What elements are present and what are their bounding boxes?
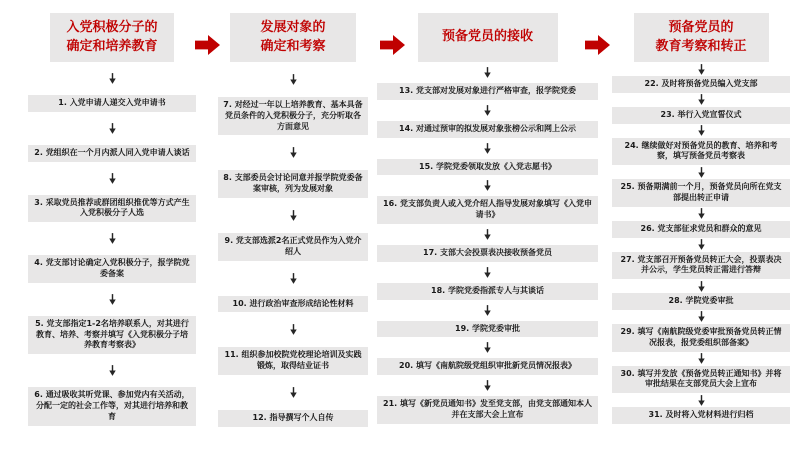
arrow-down-icon [483,67,492,78]
flow-step: 14. 对通过预审的拟发展对象张榜公示和网上公示 [377,121,598,138]
arrow-down-icon [108,233,117,244]
flow-step: 13. 党支部对发展对象进行严格审查，报学院党委 [377,83,598,100]
arrow-down-icon [289,324,298,335]
arrow-down-icon [108,73,117,84]
flow-step: 21. 填写《新党员通知书》发至党支部，由党支部通知本人并在支部大会上宣布 [377,396,598,424]
flow-step: 12. 指导撰写个人自传 [218,410,368,427]
arrow-down-icon [108,123,117,134]
arrow-down-icon [108,365,117,376]
arrow-down-icon [289,147,298,158]
arrow-down-icon [697,64,706,75]
stage-header-line: 确定和考察 [260,38,326,54]
flow-step: 22. 及时将预备党员编入党支部 [612,76,790,93]
arrow-down-icon [108,294,117,305]
arrow-down-icon [697,94,706,105]
stage-header-1 [50,13,174,62]
arrow-down-icon [289,210,298,221]
flow-step: 17. 支部大会投票表决接收预备党员 [377,245,598,262]
flow-step: 18. 学院党委指派专人与其谈话 [377,283,598,300]
arrow-down-icon [483,229,492,240]
stage-header-4 [634,13,769,62]
arrow-down-icon [289,273,298,284]
arrow-down-icon [697,239,706,250]
flow-step: 15. 学院党委领取发放《入党志愿书》 [377,159,598,176]
flow-step: 25. 预备期满前一个月，预备党员向所在党支部提出转正申请 [612,179,790,207]
flow-step: 24. 继续做好对预备党员的教育、培养和考察，填写预备党员考察表 [612,138,790,166]
arrow-down-icon [697,311,706,322]
arrow-down-icon [483,380,492,391]
arrow-down-icon [697,208,706,219]
flow-step: 30. 填写并发放《预备党员转正通知书》并将审批结果在支部党员大会上宣布 [612,366,790,394]
flow-step: 11. 组织参加校院党校理论培训及实践锻炼，取得结业证书 [218,347,368,375]
stage-header-line: 入党积极分子的 [66,19,158,35]
arrow-down-icon [289,387,298,398]
arrow-down-icon [483,267,492,278]
flow-step: 27. 党支部召开预备党员转正大会，投票表决并公示，学生党员转正需进行答辩 [612,252,790,280]
flow-step: 5. 党支部指定1-2名培养联系人，对其进行教育、培养、考察并填写《入党积极分子培养教育考察表》 [28,316,196,354]
arrow-down-icon [483,342,492,353]
flow-step: 10. 进行政治审查形成结论性材料 [218,296,368,313]
arrow-right-icon [195,35,220,55]
arrow-down-icon [697,125,706,136]
stage-header-line: 确定和培养教育 [66,38,158,54]
stage-header-2 [230,13,356,62]
stage-header-line: 教育考察和转正 [655,38,747,54]
flow-step: 26. 党支部征求党员和群众的意见 [612,221,790,238]
stage-column-1 [28,13,196,426]
arrow-down-icon [108,173,117,184]
arrow-down-icon [483,143,492,154]
arrow-down-icon [483,305,492,316]
flow-step: 23. 举行入党宣誓仪式 [612,107,790,124]
flow-step: 16. 党支部负责人或入党介绍人指导发展对象填写《入党申请书》 [377,196,598,224]
arrow-down-icon [697,281,706,292]
arrow-down-icon [697,353,706,364]
stage-column-2 [218,13,368,427]
stage-header-line: 发展对象的 [260,19,326,35]
flow-step: 4. 党支部讨论确定入党积极分子，报学院党委备案 [28,255,196,283]
flow-step: 1. 入党申请人递交入党申请书 [28,95,196,112]
flow-step: 8. 支部委员会讨论同意并报学院党委备案审核，列为发展对象 [218,170,368,198]
arrow-down-icon [697,395,706,406]
flow-step: 6. 通过吸收其听党课、参加党内有关活动，分配一定的社会工作等，对其进行培养和教育 [28,387,196,425]
flow-step: 28. 学院党委审批 [612,293,790,310]
flow-step: 29. 填写《南航院级党委审批预备党员转正情况报表，报党委组织部备案》 [612,324,790,352]
flow-step: 9. 党支部选派2名正式党员作为入党介绍人 [218,233,368,261]
arrow-down-icon [483,105,492,116]
stage-column-4 [612,13,790,424]
arrow-down-icon [697,167,706,178]
flow-step: 7. 对经过一年以上培养教育、基本具备党员条件的入党积极分子，充分听取各方面意见 [218,97,368,135]
flow-step: 19. 学院党委审批 [377,321,598,338]
flow-step: 31. 及时将入党材料进行归档 [612,407,790,424]
arrow-down-icon [483,180,492,191]
flow-step: 20. 填写《南航院级党组织审批新党员情况报表》 [377,358,598,375]
stage-header-line: 预备党员的接收 [441,29,533,45]
flow-step: 2. 党组织在一个月内派人同入党申请人谈话 [28,145,196,162]
stage-column-3 [377,13,598,424]
stage-header-3 [418,13,558,62]
arrow-down-icon [289,74,298,85]
stage-header-line: 预备党员的 [668,19,734,35]
flow-step: 3. 采取党员推荐或群团组织推优等方式产生入党积极分子人选 [28,195,196,223]
